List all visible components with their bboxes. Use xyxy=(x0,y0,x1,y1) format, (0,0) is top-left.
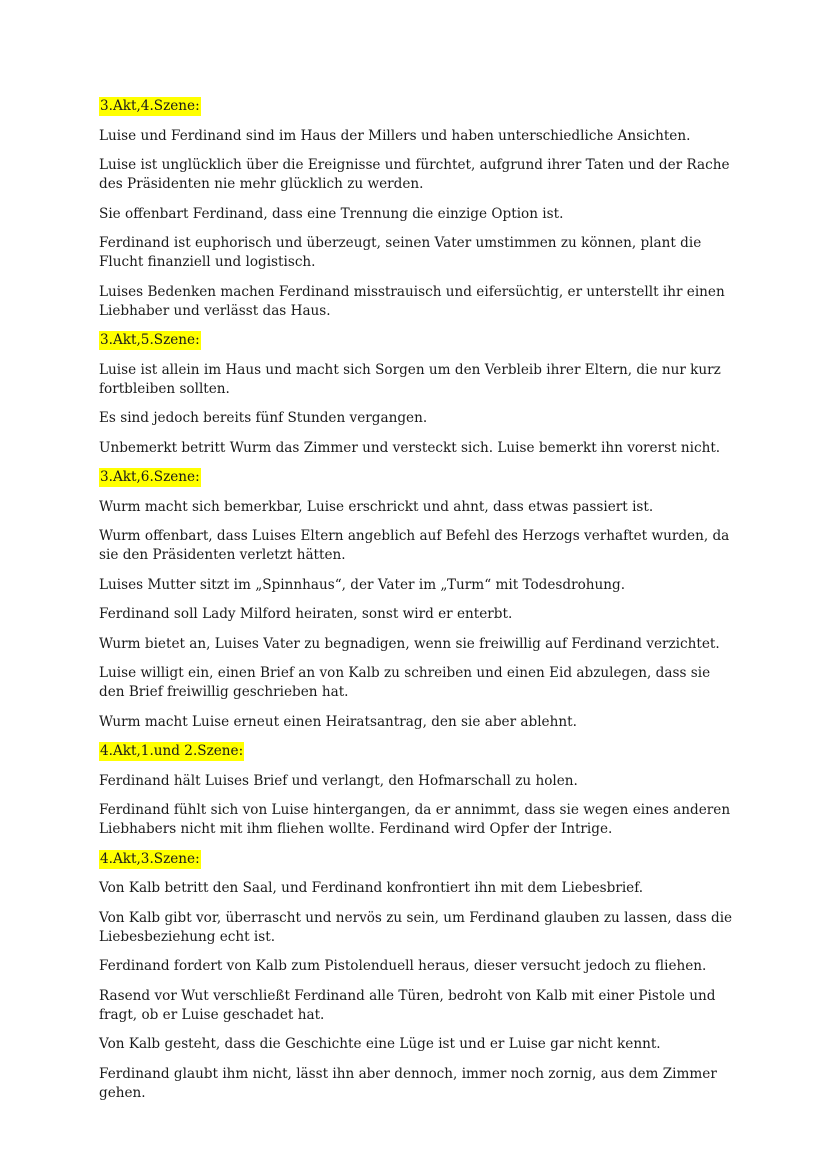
paragraph xyxy=(99,605,739,624)
paragraph-text: Von Kalb betritt den Saal, und Ferdinand konfrontiert ihn mit dem Liebesbrief. xyxy=(99,880,644,896)
section-heading xyxy=(99,468,739,487)
paragraph-text: Ferdinand hält Luises Brief und verlangt, den Hofmarschall zu holen. xyxy=(99,772,578,789)
paragraph xyxy=(99,987,739,1025)
paragraph-text: Wurm offenbart, dass Luises Eltern angeblich auf Befehl des Herzogs verhaftet wurden, da sie den Präsidenten verletzt hätten. xyxy=(99,528,730,563)
paragraph xyxy=(99,156,739,194)
paragraph xyxy=(99,879,739,898)
paragraph-text: Rasend vor Wut verschließt Ferdinand alle Türen, bedroht von Kalb mit einer Pistole und fragt, ob er Luise geschadet hat. xyxy=(99,987,716,1023)
section-heading xyxy=(99,742,739,761)
paragraph-text: Luise willigt ein, einen Brief an von Kalb zu schreiben und einen Eid abzulegen, dass sie den Brief freiwillig geschrieben hat. xyxy=(99,665,711,700)
section-heading xyxy=(99,97,739,116)
paragraph-text: Wurm macht Luise erneut einen Heiratsantrag, den sie aber ablehnt. xyxy=(99,713,577,730)
paragraph xyxy=(99,127,739,146)
paragraph-text: Ferdinand fühlt sich von Luise hintergangen, da er annimmt, dass sie wegen eines anderen Liebhabers nicht mit ihm fliehen wollte. Ferdinand wird Opfer der Intrige. xyxy=(99,802,731,837)
paragraph-text: Luise und Ferdinand sind im Haus der Millers und haben unterschiedliche Ansichten. xyxy=(99,127,691,144)
paragraph-text: Luises Mutter sitzt im „Spinnhaus“, der Vater im „Turm“ mit Todesdrohung. xyxy=(99,576,626,593)
paragraph-text: Sie offenbart Ferdinand, dass eine Trennung die einzige Option ist. xyxy=(99,205,564,222)
paragraph xyxy=(99,909,739,947)
paragraph xyxy=(99,664,739,702)
paragraph-text: Luise ist unglücklich über die Ereignisse und fürchtet, aufgrund ihrer Taten und der Rache des Präsidenten nie mehr glücklich zu werden. xyxy=(99,157,730,192)
section-heading xyxy=(99,331,739,350)
paragraph-text: Ferdinand ist euphorisch und überzeugt, seinen Vater umstimmen zu können, plant die Flucht finanziell und logistisch. xyxy=(99,235,702,270)
scene-heading-highlight: 4.Akt,1.und 2.Szene: xyxy=(100,743,244,759)
paragraph xyxy=(99,957,739,976)
paragraph-text: Wurm macht sich bemerkbar, Luise erschrickt und ahnt, dass etwas passiert ist. xyxy=(99,498,654,515)
scene-heading-highlight: 4.Akt,3.Szene: xyxy=(100,850,200,867)
paragraph-text: Ferdinand fordert von Kalb zum Pistolenduell heraus, dieser versucht jedoch zu fliehen. xyxy=(99,958,707,974)
paragraph-text: Wurm bietet an, Luises Vater zu begnadigen, wenn sie freiwillig auf Ferdinand verzichtet. xyxy=(99,635,720,652)
paragraph-text: Unbemerkt betritt Wurm das Zimmer und versteckt sich. Luise bemerkt ihn vorerst nicht. xyxy=(99,439,721,456)
paragraph-text: Es sind jedoch bereits fünf Stunden vergangen. xyxy=(99,410,428,426)
paragraph xyxy=(99,205,739,224)
section-heading xyxy=(99,850,739,869)
paragraph xyxy=(99,576,739,595)
paragraph xyxy=(99,1065,739,1103)
paragraph xyxy=(99,283,739,321)
paragraph xyxy=(99,635,739,654)
paragraph xyxy=(99,1035,739,1054)
paragraph xyxy=(99,361,739,399)
paragraph xyxy=(99,527,739,565)
scene-heading-highlight: 3.Akt,4.Szene: xyxy=(100,98,200,114)
paragraph xyxy=(99,498,739,517)
paragraph xyxy=(99,713,739,732)
paragraph xyxy=(99,439,739,458)
paragraph-text: Luise ist allein im Haus und macht sich Sorgen um den Verbleib ihrer Eltern, die nur kurz fortbleiben sollten. xyxy=(99,361,721,397)
paragraph xyxy=(99,772,739,791)
paragraph-text: Ferdinand soll Lady Milford heiraten, sonst wird er enterbt. xyxy=(99,606,513,622)
document-page xyxy=(99,97,739,1113)
paragraph xyxy=(99,234,739,272)
paragraph-text: Von Kalb gesteht, dass die Geschichte eine Lüge ist und er Luise gar nicht kennt. xyxy=(99,1036,661,1052)
paragraph-text: Luises Bedenken machen Ferdinand misstrauisch und eifersüchtig, er unterstellt ihr einen Liebhaber und verlässt das Haus. xyxy=(99,283,725,319)
paragraph-text: Von Kalb gibt vor, überrascht und nervös zu sein, um Ferdinand glauben zu lassen, dass die Liebesbeziehung echt ist. xyxy=(99,909,733,945)
scene-heading-highlight: 3.Akt,5.Szene: xyxy=(100,332,200,348)
paragraph xyxy=(99,801,739,839)
paragraph xyxy=(99,409,739,428)
paragraph-text: Ferdinand glaubt ihm nicht, lässt ihn aber dennoch, immer noch zornig, aus dem Zimmer gehen. xyxy=(99,1065,717,1101)
scene-heading-highlight: 3.Akt,6.Szene: xyxy=(100,469,200,485)
